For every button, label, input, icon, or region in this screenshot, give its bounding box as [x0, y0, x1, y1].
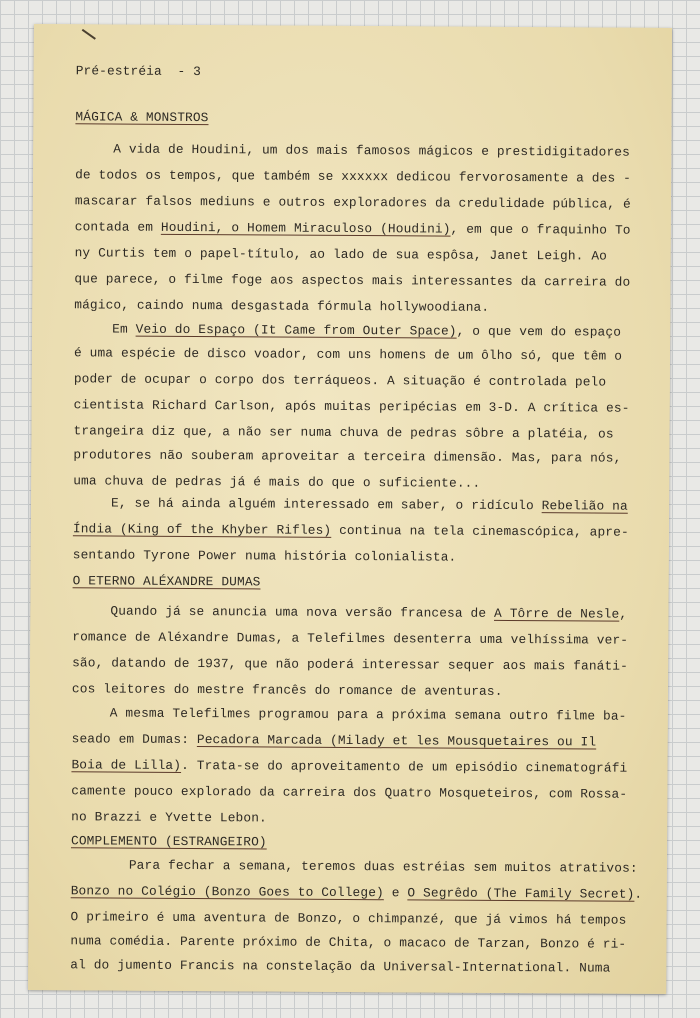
text-segment: que parece, o filme foge aos aspectos mais interessantes da carreira do [74, 271, 631, 290]
text-line [110, 705, 627, 726]
underlined-title: Veio do Espaço (It Came from Outer Space) [135, 321, 457, 339]
text-segment: cientista Richard Carlson, após muitas peripécias em 3-D. A crítica es- [73, 397, 630, 416]
text-segment: al do jumento Francis na constelação da Universal-International. Numa [70, 957, 611, 976]
text-segment: Em [112, 321, 136, 337]
text-segment: . [634, 886, 643, 902]
text-segment: camente pouco explorado da carreira dos Quatro Mosqueteiros, com Rossa- [71, 783, 628, 802]
underlined-title: Índia (King of the Khyber Rifles) [72, 521, 332, 538]
text-line [129, 857, 638, 878]
text-segment: sentando Tyrone Power numa história colonialista. [72, 547, 457, 565]
text-line [75, 108, 208, 127]
text-line [72, 680, 503, 701]
corner-mark [76, 29, 96, 48]
text-line [71, 756, 627, 777]
text-line [73, 446, 621, 467]
text-line [113, 141, 630, 162]
text-line [73, 422, 613, 443]
text-segment: , [619, 606, 628, 622]
typewritten-page [28, 24, 672, 994]
text-segment: numa comédia. Parente próximo de Chita, o macaco de Tarzan, Bonzo é ri- [70, 933, 627, 952]
text-line [71, 882, 643, 903]
text-line [72, 628, 628, 649]
text-segment: de todos os tempos, que também se xxxxxx dedicou fervorosamente a des - [75, 167, 632, 186]
underlined-title: A Tôrre de Nesle [494, 605, 620, 622]
text-segment: A vida de Houdini, um dos mais famosos mágicos e prestidigitadores [113, 141, 631, 160]
text-line [71, 782, 627, 803]
text-segment: contada em [74, 219, 161, 235]
text-line [75, 244, 608, 265]
text-segment: E, se há ainda alguém interessado em saber, o ridículo [111, 495, 542, 514]
text-line [71, 808, 267, 827]
text-segment: trangeira diz que, a não ser numa chuva de pedras sôbre a platéia, os [73, 423, 614, 442]
underlined-title: O Segrêdo (The Family Secret) [407, 885, 635, 902]
text-segment: poder de ocupar o corpo dos terráqueos. A situação é controlada pelo [73, 371, 607, 390]
text-segment: seado em Dumas: [71, 731, 197, 748]
text-line [110, 603, 627, 624]
text-segment: cos leitores do mestre francês do romance de aventuras. [71, 681, 503, 699]
text-line [74, 344, 622, 365]
text-line [73, 572, 261, 591]
text-line [72, 730, 597, 751]
text-segment: , em que o fraquinho To [450, 221, 631, 238]
text-segment: uma chuva de pedras já é mais do que o suficiente... [73, 473, 481, 491]
text-segment: continua na tela cinemascópica, apre- [331, 522, 629, 540]
text-line [71, 832, 267, 851]
text-segment: no Brazzi e Yvette Lebon. [71, 809, 267, 826]
underlined-title: COMPLEMENTO (ESTRANGEIRO) [70, 833, 267, 850]
underlined-title: Houdini, o Homem Miraculoso (Houdini) [160, 219, 451, 237]
text-segment: Quando já se anuncia uma nova versão francesa de [110, 603, 495, 621]
text-segment: Para fechar a semana, teremos duas estréias sem muitos atrativos: [128, 857, 638, 876]
text-line [74, 396, 630, 417]
underlined-title: MÁGICA & MONSTROS [75, 109, 209, 126]
text-line [74, 270, 630, 291]
text-segment: ny Curtis tem o papel-título, ao lado de sua espôsa, Janet Leigh. Ao [74, 245, 608, 264]
text-line [73, 472, 480, 492]
text-line [70, 908, 626, 929]
text-line [72, 654, 628, 675]
text-line [73, 520, 629, 541]
text-segment: mágico, caindo numa desgastada fórmula hollywoodiana. [74, 297, 490, 315]
text-line [70, 956, 610, 977]
underlined-title: Bonzo no Colégio (Bonzo Goes to College) [70, 883, 384, 901]
text-segment: são, datando de 1937, que não poderá interessar sequer aos mais fanáti- [72, 655, 629, 674]
text-segment: , o que vem do espaço [456, 323, 622, 340]
text-segment: mascarar falsos mediuns e outros exploradores da credulidade pública, é [74, 193, 631, 212]
text-line [74, 370, 607, 391]
underlined-title: Boia de Lilla) [71, 757, 182, 773]
text-segment: e [383, 885, 408, 901]
text-line [75, 192, 631, 213]
text-line [75, 218, 631, 239]
page-header: Pré-estréia - 3 [75, 63, 202, 80]
underlined-title: O ETERNO ALÉXANDRE DUMAS [72, 573, 261, 590]
text-segment: A mesma Telefilmes programou para a próxima semana outro filme ba- [109, 705, 627, 724]
text-line [112, 321, 621, 342]
underlined-title: Pecadora Marcada (Milady et les Mousquetaires ou Il [196, 732, 597, 750]
underlined-title: Rebelião na [541, 498, 628, 514]
text-line [111, 495, 628, 516]
text-segment: . Trata-se do aproveitamento de um episódio cinematográfi [181, 757, 628, 776]
text-line [74, 296, 489, 317]
text-segment: O primeiro é uma aventura de Bonzo, o chimpanzé, que já vimos há tempos [70, 909, 627, 928]
text-line [73, 546, 457, 566]
text-segment: romance de Aléxandre Dumas, a Telefilmes desenterra uma velhíssima ver- [72, 629, 629, 648]
text-line [75, 166, 631, 187]
text-segment: produtores não souberam aproveitar a terceira dimensão. Mas, para nós, [73, 447, 622, 466]
text-segment: é uma espécie de disco voador, com uns homens de um ôlho só, que têm o [73, 345, 623, 364]
text-line [70, 932, 626, 953]
